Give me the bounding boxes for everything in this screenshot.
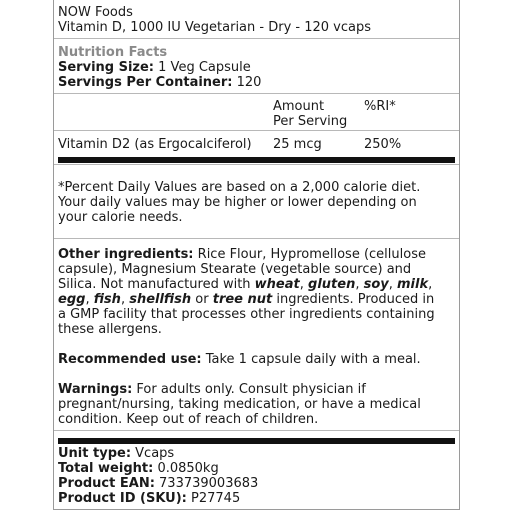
serving-size-value: 1 Veg Capsule bbox=[158, 60, 251, 75]
divider bbox=[54, 430, 459, 431]
divider bbox=[54, 93, 459, 94]
total-weight: Total weight: 0.0850kg bbox=[58, 461, 219, 476]
nutrient-ri: 250% bbox=[364, 137, 402, 152]
divider bbox=[54, 164, 459, 165]
product-sku: Product ID (SKU): P27745 bbox=[58, 491, 241, 506]
thick-divider bbox=[58, 438, 455, 444]
servings-per-container-label: Servings Per Container: bbox=[58, 75, 233, 90]
serving-size bbox=[58, 60, 456, 75]
nutrient-amount: 25 mcg bbox=[273, 137, 322, 152]
unit-type: Unit type: Vcaps bbox=[58, 446, 175, 461]
recommended-use-label: Recommended use: bbox=[58, 352, 202, 367]
brand-name: NOW Foods bbox=[58, 5, 133, 20]
allergen-gluten: gluten bbox=[308, 277, 356, 292]
product-title: Vitamin D, 1000 IU Vegetarian - Dry - 120 vcaps bbox=[58, 20, 371, 35]
servings-per-container bbox=[58, 75, 456, 90]
divider bbox=[54, 238, 459, 239]
divider bbox=[54, 130, 459, 131]
recommended-use: Recommended use: Take 1 capsule daily with a meal. bbox=[58, 352, 421, 367]
column-header-amount: Amount Per Serving bbox=[273, 99, 348, 129]
nutrient-name: Vitamin D2 (as Ergocalciferol) bbox=[58, 137, 252, 152]
ingredients-label: Other ingredients: bbox=[58, 247, 194, 262]
facts-heading: Nutrition Facts bbox=[58, 45, 168, 60]
allergen-wheat: wheat bbox=[254, 277, 300, 292]
serving-size-label: Serving Size: bbox=[58, 60, 155, 75]
other-ingredients: Other ingredients: Rice Flour, Hypromellose (cellulose capsule), Magnesium Stearate (vegetable source) and Silica. Not manufactured with wheat, gluten, soy, milk, egg, fish, shellfish or tree nut ingredients. Produced in a GMP facility that processes other ingredients containing these allergens. bbox=[58, 247, 435, 337]
product-info bbox=[58, 446, 456, 506]
allergen-tree-nut: tree nut bbox=[212, 292, 273, 307]
daily-values-note: *Percent Daily Values are based on a 2,000 calorie diet. Your daily values may be higher or lower depending on your calorie needs. bbox=[58, 180, 421, 225]
warnings: Warnings: For adults only. Consult physician if pregnant/nursing, taking medication, or have a medical condition. Keep out of reach of children. bbox=[58, 382, 421, 427]
warnings-label: Warnings: bbox=[58, 382, 133, 397]
allergen-milk: milk bbox=[397, 277, 429, 292]
allergen-fish: fish bbox=[93, 292, 121, 307]
allergen-shellfish: shellfish bbox=[129, 292, 192, 307]
divider bbox=[54, 38, 459, 39]
servings-per-container-value: 120 bbox=[236, 75, 262, 90]
allergen-egg: egg bbox=[58, 292, 86, 307]
allergen-soy: soy bbox=[363, 277, 389, 292]
supplement-facts-label bbox=[53, 0, 460, 510]
product-ean: Product EAN: 733739003683 bbox=[58, 476, 259, 491]
column-header-ri: %RI* bbox=[364, 99, 396, 114]
thick-divider bbox=[58, 157, 455, 163]
